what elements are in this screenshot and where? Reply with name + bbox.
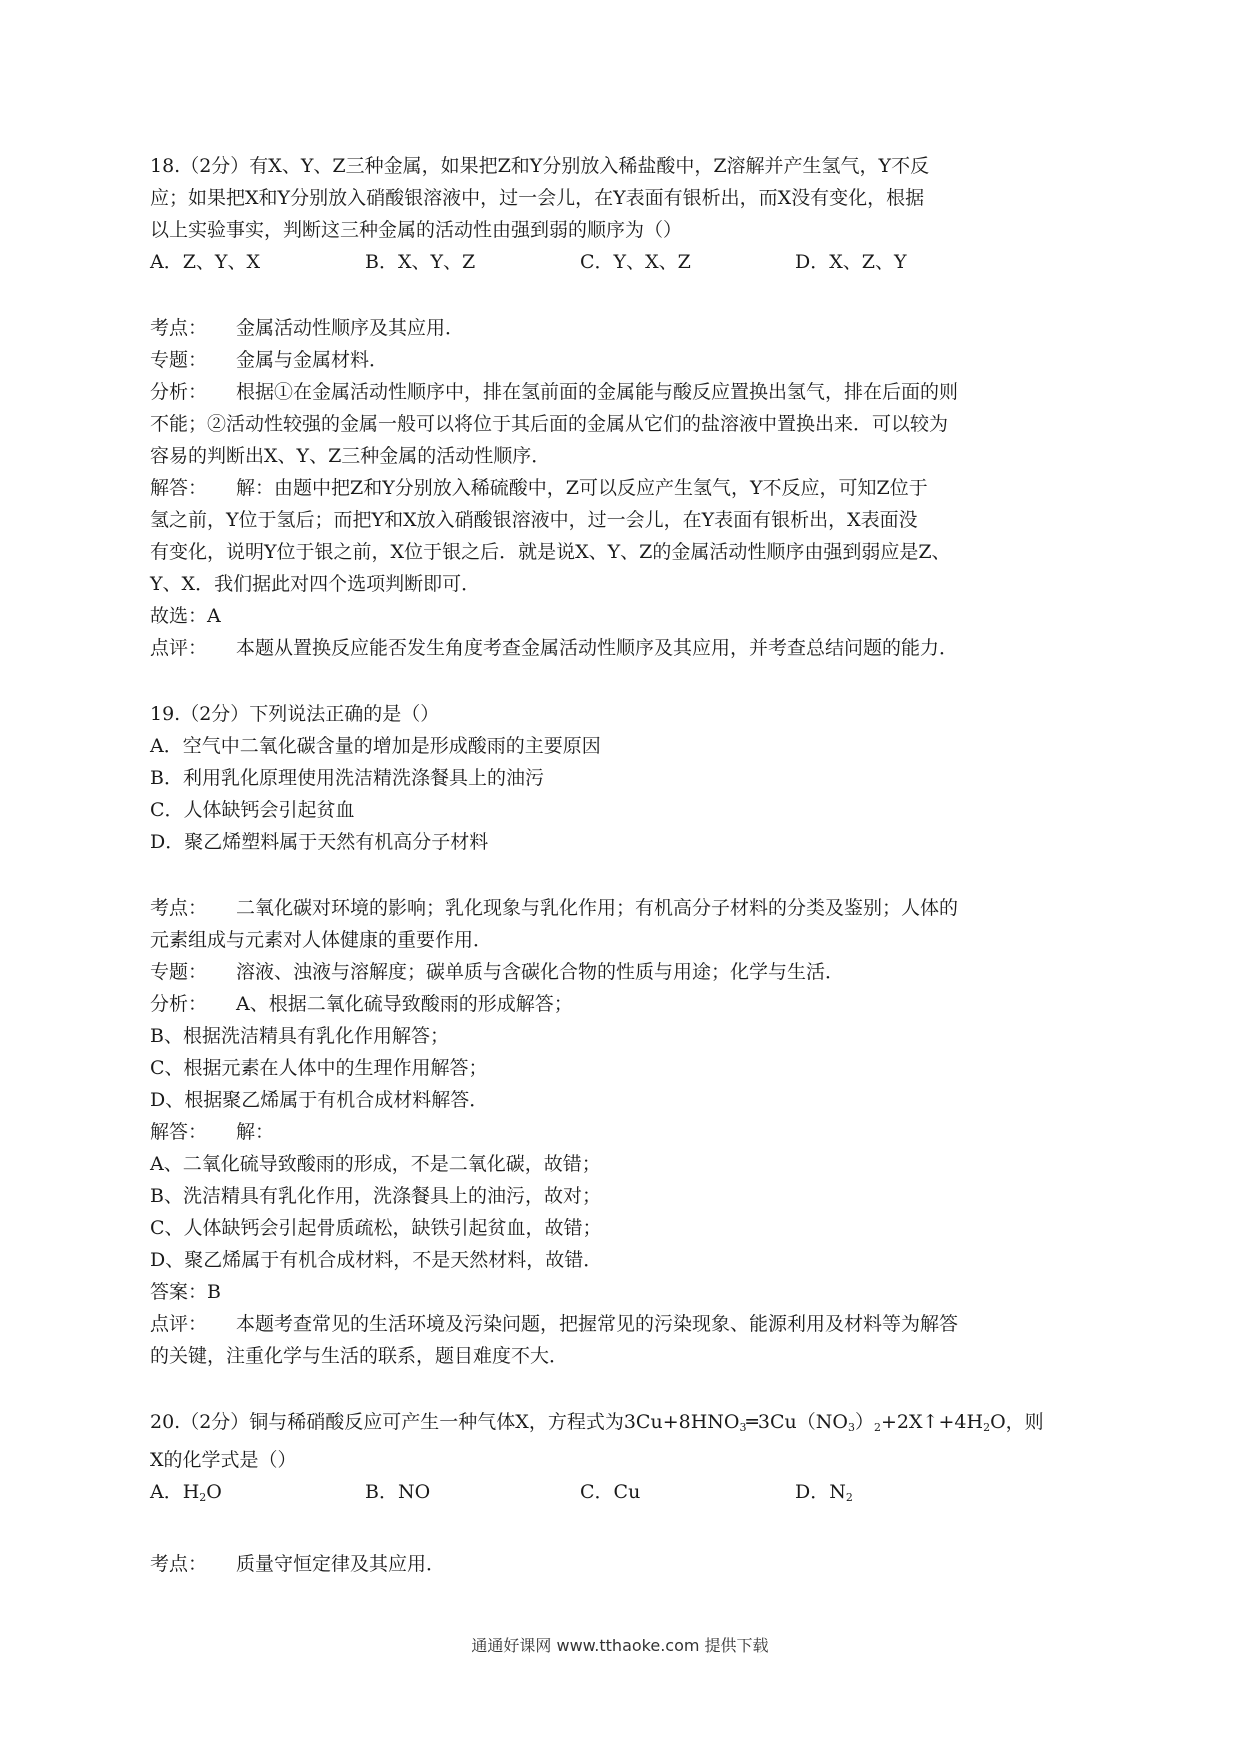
fenxi-row [150,376,1072,408]
fenxi-label: 分析： [150,993,208,1015]
jieda-text: 解：由题中把Z和Y分别放入稀硫酸中，Z可以反应产生氢气，Y不反应，可知Z位于 [236,477,928,499]
fenxi-text: A、根据二氧化硫导致酸雨的形成解答； [236,993,573,1015]
question-19 [150,698,1072,1372]
option-c: C．Cu [580,1481,641,1503]
kaodian-text: 质量守恒定律及其应用． [236,1553,446,1575]
kaodian-row [150,892,1072,924]
jieda-label: 解答： [150,1121,208,1143]
kaodian-text: 金属活动性顺序及其应用． [236,317,465,339]
fenxi-text: C、根据元素在人体中的生理作用解答； [150,1057,488,1079]
answer-text: 答案：B [150,1281,221,1303]
fenxi-text: 容易的判断出X、Y、Z三种金属的活动性顺序． [150,445,551,467]
option-d: D．X、Z、Y [795,251,907,273]
kaodian-label: 考点： [150,317,208,339]
dianping-text: 本题从置换反应能否发生角度考查金属活动性顺序及其应用，并考查总结问题的能力． [236,637,959,659]
kaodian-row [150,1548,1072,1580]
jieda-row [150,472,1072,504]
fenxi-row [150,988,1072,1020]
jieda-text: 解： [236,1121,275,1143]
option-b: B．X、Y、Z [365,251,476,273]
zhuanti-row [150,956,1072,988]
kaodian-label: 考点： [150,1553,208,1575]
jieda-text: 有变化，说明Y位于银之前，X位于银之后．就是说X、Y、Z的金属活动性顺序由强到弱应是Z、 [150,541,951,563]
jieda-text: A、二氧化硫导致酸雨的形成，不是二氧化碳，故错； [150,1153,601,1175]
zhuanti-label: 专题： [150,961,208,983]
answer-options [150,1476,1072,1514]
jieda-row [150,1116,1072,1148]
zhuanti-label: 专题： [150,349,208,371]
dianping-row [150,632,1072,664]
zhuanti-text: 溶液、浊液与溶解度；碳单质与含碳化合物的性质与用途；化学与生活． [236,961,845,983]
dianping-label: 点评： [150,1313,208,1335]
question-stem-line: 应；如果把X和Y分别放入硝酸银溶液中，过一会儿，在Y表面有银析出，而X没有变化，根据 [150,187,925,209]
question-stem-line: 18.（2分）有X、Y、Z三种金属，如果把Z和Y分别放入稀盐酸中，Z溶解并产生氢气，Y不反 [150,155,930,177]
zhuanti-row [150,344,1072,376]
jieda-text: 氢之前，Y位于氢后；而把Y和X放入硝酸银溶液中，过一会儿，在Y表面有银析出，X表面没 [150,509,918,531]
fenxi-label: 分析： [150,381,208,403]
jieda-text: B、洗洁精具有乳化作用，洗涤餐具上的油污，故对； [150,1185,601,1207]
zhuanti-text: 金属与金属材料． [236,349,389,371]
fenxi-text: D、根据聚乙烯属于有机合成材料解答． [150,1089,489,1111]
fenxi-text: 根据①在金属活动性顺序中，排在氢前面的金属能与酸反应置换出氢气，排在后面的则 [236,381,959,403]
answer-options [150,246,1072,278]
option-a: A．Z、Y、X [150,251,260,273]
dianping-row [150,1308,1072,1340]
option-d: D．$N_2$ [795,1481,853,1504]
question-stem-line: X的化学式是（） [150,1449,297,1471]
option-c: C．Y、X、Z [580,251,691,273]
option-a: A．空气中二氧化碳含量的增加是形成酸雨的主要原因 [150,735,601,757]
jieda-text: C、人体缺钙会引起骨质疏松，缺铁引起贫血，故错； [150,1217,602,1239]
fenxi-text: 不能；②活动性较强的金属一般可以将位于其后面的金属从它们的盐溶液中置换出来．可以较为 [150,413,949,435]
kaodian-text: 元素组成与元素对人体健康的重要作用． [150,929,493,951]
option-c: C．人体缺钙会引起贫血 [150,799,355,821]
question-stem-line: 以上实验事实，判断这三种金属的活动性由强到弱的顺序为（） [150,219,683,241]
dianping-text: 的关键，注重化学与生活的联系，题目难度不大． [150,1345,569,1367]
option-b: B．利用乳化原理使用洗洁精洗涤餐具上的油污 [150,767,544,789]
dianping-label: 点评： [150,637,208,659]
option-b: B．NO [365,1481,431,1503]
question-18 [150,150,1072,664]
page-footer: 通通好课网 www.tthaoke.com 提供下载 [471,1636,769,1655]
option-d: D．聚乙烯塑料属于天然有机高分子材料 [150,831,489,853]
question-20 [150,1406,1072,1580]
option-a: A．$H_2O$ [150,1481,222,1504]
question-stem-line: 20.（2分）铜与稀硝酸反应可产生一种气体X，方程式为$3Cu+8HNO_3═3Cu(NO_3)_2+2X↑+4H_2O$，则 [150,1411,1044,1434]
question-stem-line: 19.（2分）下列说法正确的是（） [150,703,440,725]
dianping-text: 本题考查常见的生活环境及污染问题，把握常见的污染现象、能源利用及材料等为解答 [236,1313,959,1335]
jieda-text: D、聚乙烯属于有机合成材料，不是天然材料，故错． [150,1249,603,1271]
answer-text: 故选：A [150,605,221,627]
kaodian-label: 考点： [150,897,208,919]
kaodian-text: 二氧化碳对环境的影响；乳化现象与乳化作用；有机高分子材料的分类及鉴别；人体的 [236,897,959,919]
jieda-text: Y、X．我们据此对四个选项判断即可． [150,573,481,595]
fenxi-text: B、根据洗洁精具有乳化作用解答； [150,1025,449,1047]
kaodian-row [150,312,1072,344]
document-page [150,150,1072,1580]
jieda-label: 解答： [150,477,208,499]
